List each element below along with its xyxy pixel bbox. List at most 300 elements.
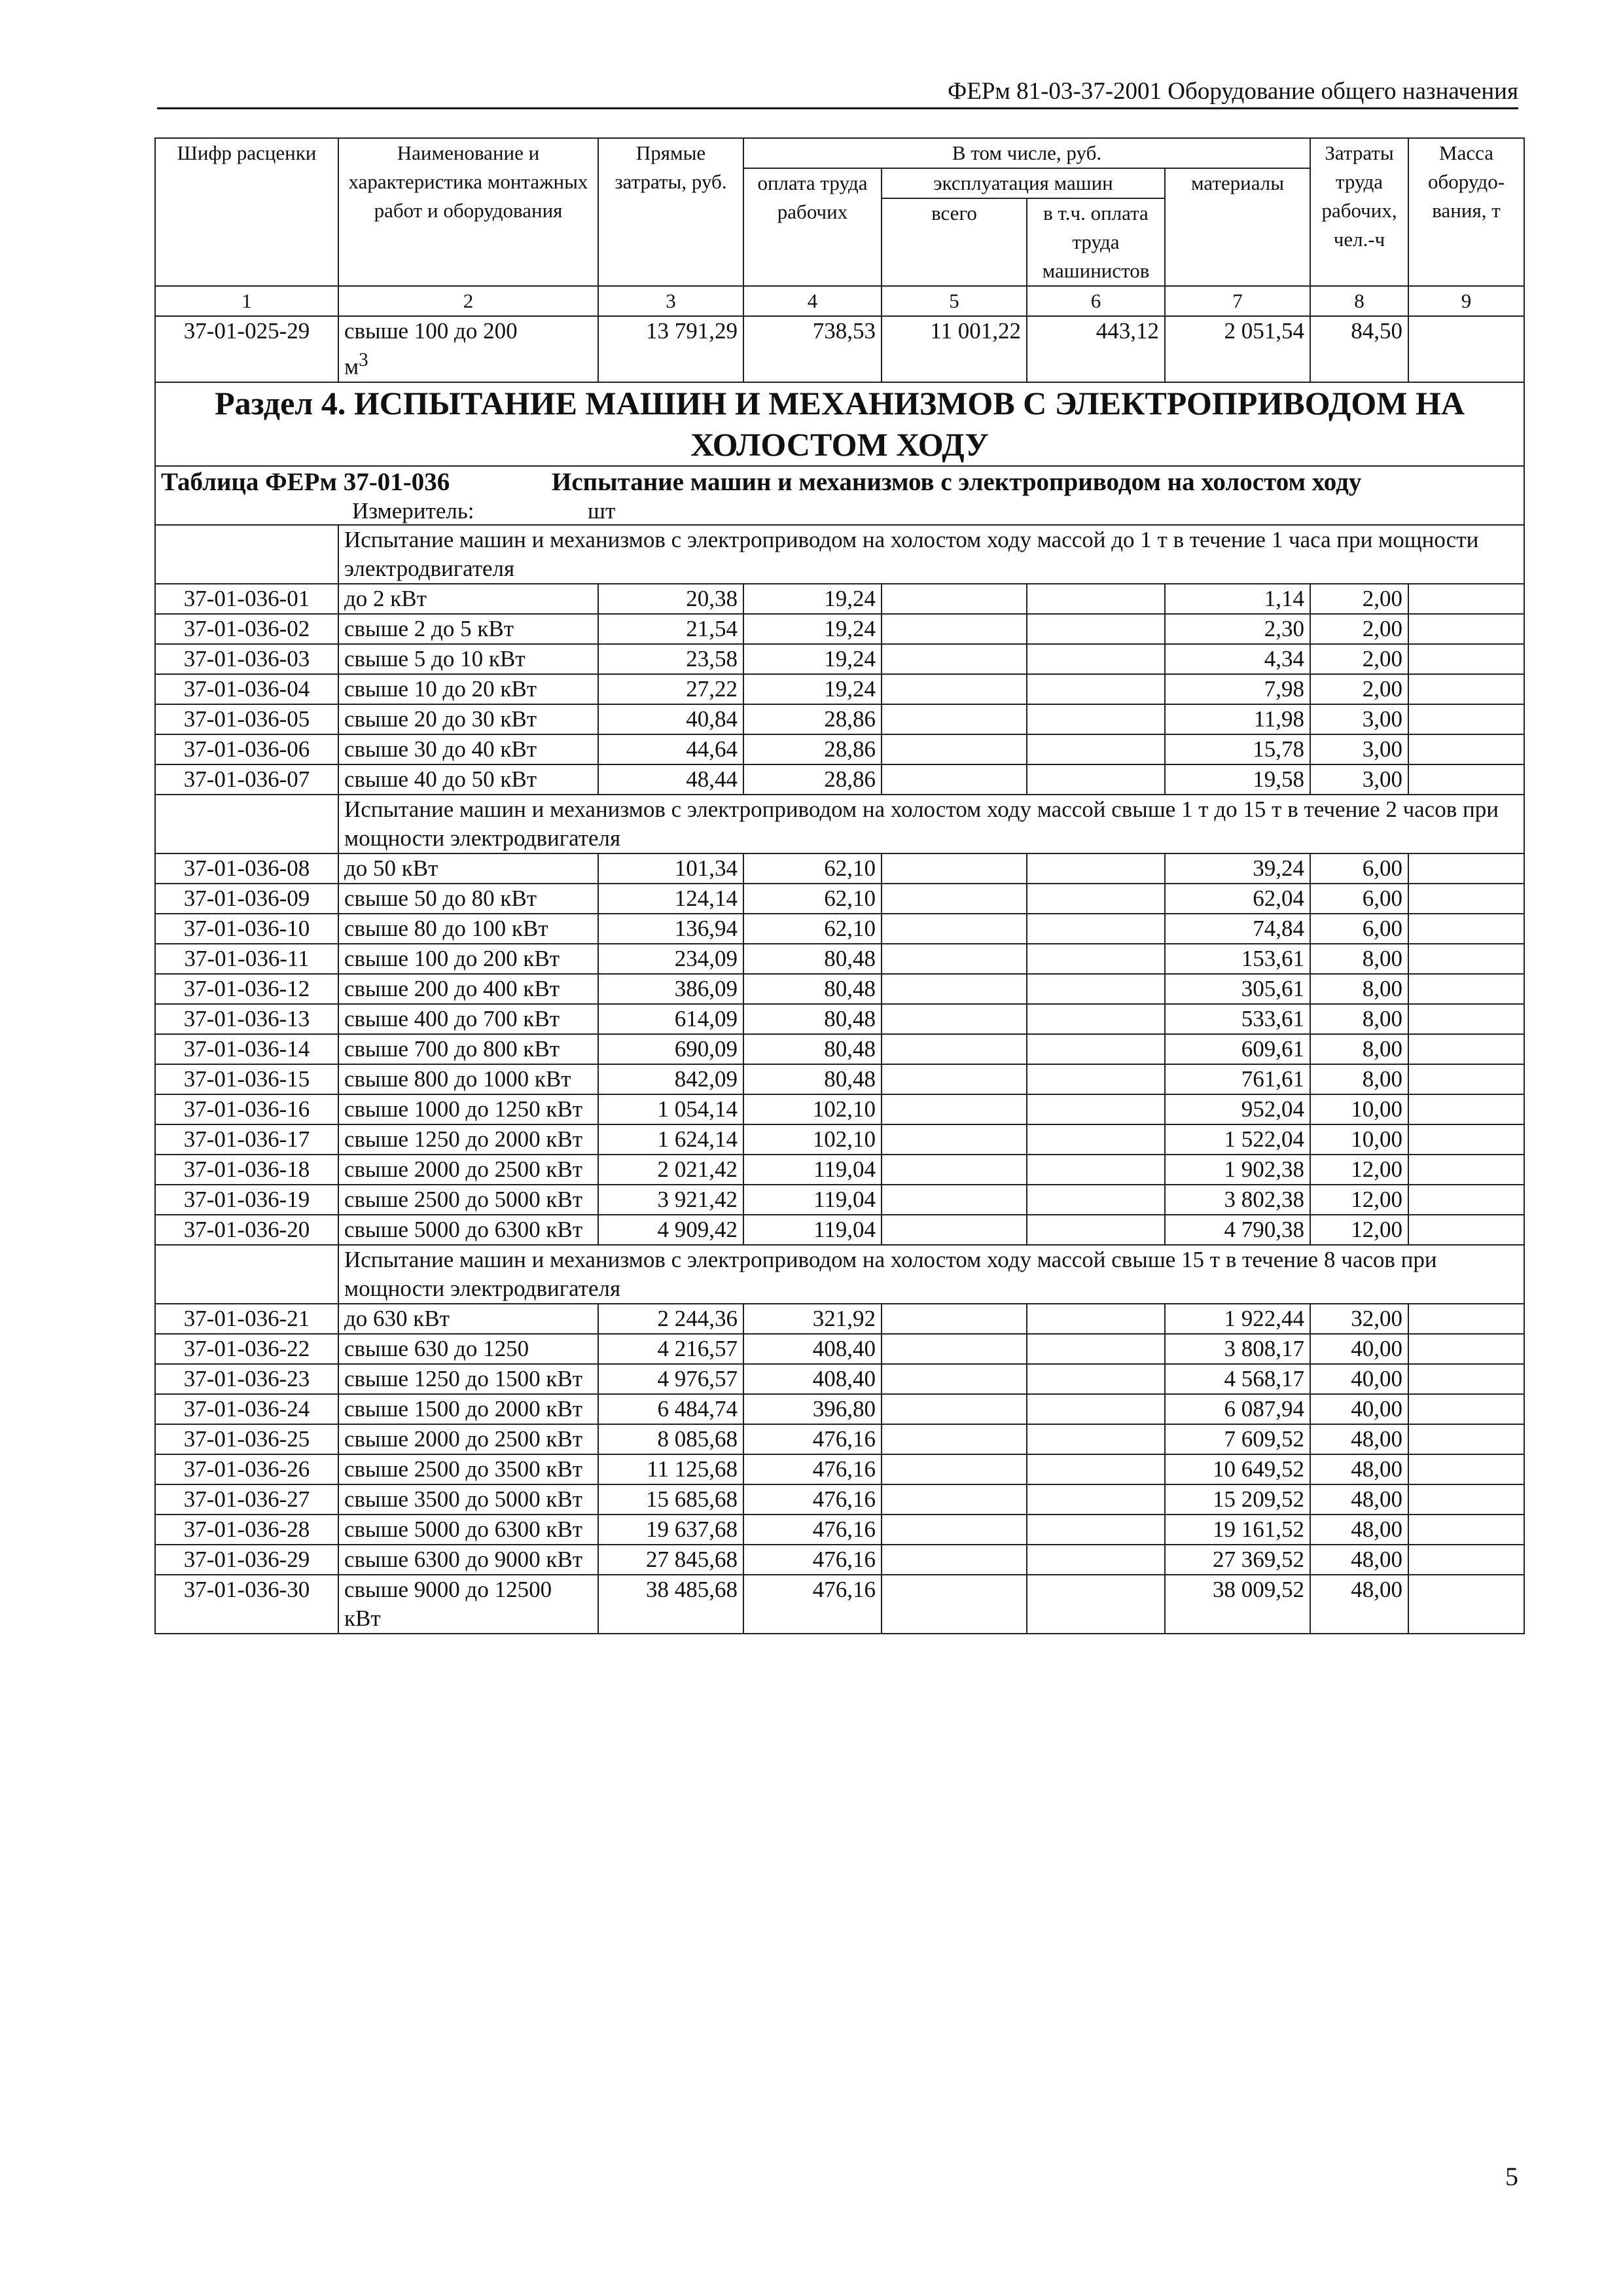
machinist-pay-cell <box>1027 1545 1165 1575</box>
table-row <box>155 1515 1524 1545</box>
materials-cell: 74,84 <box>1165 914 1310 944</box>
direct-costs-cell: 1 624,14 <box>598 1124 743 1155</box>
materials-cell: 533,61 <box>1165 1004 1310 1034</box>
labor-pay-cell: 28,86 <box>743 704 882 734</box>
machine-total-cell <box>882 614 1027 644</box>
equipment-mass-cell <box>1408 764 1524 795</box>
labor-pay-cell: 19,24 <box>743 614 882 644</box>
table-row <box>155 1124 1524 1155</box>
materials-cell: 19,58 <box>1165 764 1310 795</box>
table-row <box>155 1034 1524 1064</box>
materials-cell: 6 087,94 <box>1165 1394 1310 1424</box>
machinist-pay-cell <box>1027 584 1165 614</box>
labor-pay-cell: 476,16 <box>743 1545 882 1575</box>
direct-costs-cell: 19 637,68 <box>598 1515 743 1545</box>
labor-pay-cell: 476,16 <box>743 1424 882 1454</box>
work-name <box>338 316 598 382</box>
materials-cell: 62,04 <box>1165 884 1310 914</box>
materials-cell: 15 209,52 <box>1165 1484 1310 1515</box>
labor-hours-cell: 48,00 <box>1310 1545 1408 1575</box>
machinist-pay-cell <box>1027 704 1165 734</box>
equipment-mass-cell <box>1408 674 1524 704</box>
rate-code: 37-01-036-22 <box>155 1334 338 1364</box>
table-row <box>155 914 1524 944</box>
machinist-pay-cell <box>1027 1155 1165 1185</box>
machine-total-cell <box>882 884 1027 914</box>
labor-pay-cell: 80,48 <box>743 1004 882 1034</box>
machine-total-cell <box>882 853 1027 884</box>
table-row <box>155 1424 1524 1454</box>
labor-hours-cell: 8,00 <box>1310 1034 1408 1064</box>
machine-total-cell <box>882 1215 1027 1245</box>
machinist-pay-cell <box>1027 944 1165 974</box>
labor-hours-cell: 48,00 <box>1310 1454 1408 1484</box>
direct-costs-cell: 11 125,68 <box>598 1454 743 1484</box>
machine-total-cell <box>882 1124 1027 1155</box>
materials-cell: 19 161,52 <box>1165 1515 1310 1545</box>
machine-total-cell <box>882 944 1027 974</box>
work-name: свыше 2500 до 5000 кВт <box>338 1185 598 1215</box>
equipment-mass-cell <box>1408 1545 1524 1575</box>
table-row <box>155 944 1524 974</box>
table-row <box>155 974 1524 1004</box>
rate-code: 37-01-036-03 <box>155 644 338 674</box>
equipment-mass-cell <box>1408 614 1524 644</box>
labor-pay-cell: 119,04 <box>743 1155 882 1185</box>
labor-hours-cell: 12,00 <box>1310 1215 1408 1245</box>
table-row <box>155 884 1524 914</box>
unit-label: Измеритель: <box>352 497 474 524</box>
direct-costs-cell: 4 216,57 <box>598 1334 743 1364</box>
group-title: Испытание машин и механизмов с электроприводом на холостом ходу массой до 1 т в течение 1 часа при мощности электродвигателя <box>338 525 1524 584</box>
rate-code: 37-01-036-29 <box>155 1545 338 1575</box>
labor-hours-cell: 8,00 <box>1310 1004 1408 1034</box>
labor-hours-cell: 3,00 <box>1310 704 1408 734</box>
table-row <box>155 1454 1524 1484</box>
machinist-pay-cell <box>1027 1575 1165 1634</box>
header-machine-total: всего <box>882 198 1027 286</box>
direct-costs-cell: 38 485,68 <box>598 1575 743 1634</box>
machine-total-cell: 11 001,22 <box>882 316 1027 382</box>
labor-hours-cell: 2,00 <box>1310 584 1408 614</box>
rate-code: 37-01-036-02 <box>155 614 338 644</box>
labor-hours-cell: 48,00 <box>1310 1424 1408 1454</box>
labor-hours-cell: 2,00 <box>1310 674 1408 704</box>
materials-cell: 4,34 <box>1165 644 1310 674</box>
machine-total-cell <box>882 974 1027 1004</box>
labor-hours-cell: 84,50 <box>1310 316 1408 382</box>
labor-hours-cell: 8,00 <box>1310 944 1408 974</box>
direct-costs-cell: 4 976,57 <box>598 1364 743 1394</box>
labor-hours-cell: 3,00 <box>1310 764 1408 795</box>
direct-costs-cell: 40,84 <box>598 704 743 734</box>
header-materials: материалы <box>1165 168 1310 286</box>
labor-pay-cell: 476,16 <box>743 1575 882 1634</box>
equipment-mass-cell <box>1408 1424 1524 1454</box>
labor-pay-cell: 19,24 <box>743 674 882 704</box>
work-name: свыше 30 до 40 кВт <box>338 734 598 764</box>
rate-code: 37-01-036-23 <box>155 1364 338 1394</box>
materials-cell: 1 522,04 <box>1165 1124 1310 1155</box>
labor-hours-cell: 10,00 <box>1310 1094 1408 1124</box>
header-name: Наименование и характеристика монтажных работ и оборудования <box>338 138 598 286</box>
direct-costs-cell: 2 244,36 <box>598 1304 743 1334</box>
table-title-cell <box>155 466 1524 525</box>
machinist-pay-cell <box>1027 884 1165 914</box>
direct-costs-cell: 124,14 <box>598 884 743 914</box>
machine-total-cell <box>882 1004 1027 1034</box>
materials-cell: 2,30 <box>1165 614 1310 644</box>
table-title-row <box>155 466 1524 525</box>
table-row <box>155 614 1524 644</box>
group-title: Испытание машин и механизмов с электроприводом на холостом ходу массой свыше 1 т до 15 т в течение 2 часов при мощности электродвигателя <box>338 795 1524 853</box>
machinist-pay-cell <box>1027 1484 1165 1515</box>
rate-code: 37-01-036-25 <box>155 1424 338 1454</box>
rate-code: 37-01-036-14 <box>155 1034 338 1064</box>
materials-cell: 3 802,38 <box>1165 1185 1310 1215</box>
machine-total-cell <box>882 1334 1027 1364</box>
rate-code: 37-01-036-09 <box>155 884 338 914</box>
group-title-spacer <box>155 525 338 584</box>
materials-cell: 15,78 <box>1165 734 1310 764</box>
labor-hours-cell: 8,00 <box>1310 974 1408 1004</box>
work-name: свыше 5 до 10 кВт <box>338 644 598 674</box>
machine-total-cell <box>882 1454 1027 1484</box>
table-row <box>155 674 1524 704</box>
labor-pay-cell: 476,16 <box>743 1515 882 1545</box>
labor-hours-cell: 2,00 <box>1310 644 1408 674</box>
machinist-pay-cell: 443,12 <box>1027 316 1165 382</box>
machine-total-cell <box>882 674 1027 704</box>
table-row <box>155 1545 1524 1575</box>
machine-total-cell <box>882 1064 1027 1094</box>
machine-total-cell <box>882 764 1027 795</box>
equipment-mass-cell <box>1408 1484 1524 1515</box>
machine-total-cell <box>882 914 1027 944</box>
materials-cell: 1,14 <box>1165 584 1310 614</box>
direct-costs-cell: 386,09 <box>598 974 743 1004</box>
table-row <box>155 734 1524 764</box>
machinist-pay-cell <box>1027 1304 1165 1334</box>
labor-hours-cell: 2,00 <box>1310 614 1408 644</box>
machinist-pay-cell <box>1027 974 1165 1004</box>
rate-code: 37-01-036-08 <box>155 853 338 884</box>
direct-costs-cell: 8 085,68 <box>598 1424 743 1454</box>
work-name: свыше 400 до 700 кВт <box>338 1004 598 1034</box>
equipment-mass-cell <box>1408 1124 1524 1155</box>
labor-pay-cell: 119,04 <box>743 1215 882 1245</box>
table-row <box>155 1215 1524 1245</box>
table-row <box>155 1304 1524 1334</box>
header-rule <box>157 107 1518 109</box>
equipment-mass-cell <box>1408 974 1524 1004</box>
labor-pay-cell: 321,92 <box>743 1304 882 1334</box>
table-row <box>155 1155 1524 1185</box>
direct-costs-cell: 13 791,29 <box>598 316 743 382</box>
equipment-mass-cell <box>1408 1064 1524 1094</box>
rate-code: 37-01-036-20 <box>155 1215 338 1245</box>
table-row <box>155 316 1524 382</box>
machinist-pay-cell <box>1027 1004 1165 1034</box>
machinist-pay-cell <box>1027 1334 1165 1364</box>
direct-costs-cell: 3 921,42 <box>598 1185 743 1215</box>
equipment-mass-cell <box>1408 1185 1524 1215</box>
rate-code: 37-01-036-19 <box>155 1185 338 1215</box>
work-name: свыше 5000 до 6300 кВт <box>338 1515 598 1545</box>
direct-costs-cell: 15 685,68 <box>598 1484 743 1515</box>
column-number: 9 <box>1408 286 1524 316</box>
rate-code: 37-01-036-27 <box>155 1484 338 1515</box>
rate-code: 37-01-036-30 <box>155 1575 338 1634</box>
equipment-mass-cell <box>1408 704 1524 734</box>
work-name: свыше 630 до 1250 <box>338 1334 598 1364</box>
work-name-text: свыше 100 до 200 <box>344 318 518 344</box>
labor-hours-cell: 10,00 <box>1310 1124 1408 1155</box>
equipment-mass-cell <box>1408 1334 1524 1364</box>
table-row <box>155 1575 1524 1634</box>
rate-code: 37-01-036-07 <box>155 764 338 795</box>
equipment-mass-cell <box>1408 1094 1524 1124</box>
header-equipment-mass: Масса оборудо-вания, т <box>1408 138 1524 286</box>
work-name: свыше 1250 до 2000 кВт <box>338 1124 598 1155</box>
labor-pay-cell: 19,24 <box>743 644 882 674</box>
work-name: свыше 5000 до 6300 кВт <box>338 1215 598 1245</box>
work-name: свыше 20 до 30 кВт <box>338 704 598 734</box>
work-name: свыше 800 до 1000 кВт <box>338 1064 598 1094</box>
unit-text: м <box>344 353 359 380</box>
rate-code: 37-01-036-13 <box>155 1004 338 1034</box>
labor-hours-cell: 6,00 <box>1310 914 1408 944</box>
direct-costs-cell: 2 021,42 <box>598 1155 743 1185</box>
page-number: 5 <box>1505 2162 1518 2191</box>
table-row <box>155 1004 1524 1034</box>
machine-total-cell <box>882 584 1027 614</box>
labor-hours-cell: 6,00 <box>1310 853 1408 884</box>
rate-code: 37-01-036-28 <box>155 1515 338 1545</box>
machine-total-cell <box>882 1394 1027 1424</box>
equipment-mass-cell <box>1408 1454 1524 1484</box>
header-direct-costs: Прямые затраты, руб. <box>598 138 743 286</box>
unit-superscript: 3 <box>359 350 368 370</box>
machine-total-cell <box>882 1484 1027 1515</box>
table-row <box>155 644 1524 674</box>
rate-code: 37-01-036-05 <box>155 704 338 734</box>
machine-total-cell <box>882 1364 1027 1394</box>
work-name: свыше 1000 до 1250 кВт <box>338 1094 598 1124</box>
rate-code: 37-01-036-24 <box>155 1394 338 1424</box>
labor-hours-cell: 6,00 <box>1310 884 1408 914</box>
equipment-mass-cell <box>1408 884 1524 914</box>
labor-pay-cell: 80,48 <box>743 1064 882 1094</box>
unit-value: шт <box>588 497 616 524</box>
equipment-mass-cell <box>1408 1304 1524 1334</box>
machine-total-cell <box>882 1575 1027 1634</box>
machine-total-cell <box>882 1155 1027 1185</box>
header-machinist-pay: в т.ч. оплата труда машинистов <box>1027 198 1165 286</box>
work-name: до 50 кВт <box>338 853 598 884</box>
equipment-mass-cell <box>1408 316 1524 382</box>
group-title-row <box>155 1245 1524 1304</box>
rates-table <box>154 137 1525 1634</box>
direct-costs-cell: 690,09 <box>598 1034 743 1064</box>
rate-code: 37-01-025-29 <box>155 316 338 382</box>
column-number: 8 <box>1310 286 1408 316</box>
equipment-mass-cell <box>1408 914 1524 944</box>
group-title-row <box>155 795 1524 853</box>
labor-pay-cell: 80,48 <box>743 1034 882 1064</box>
rate-code: 37-01-036-17 <box>155 1124 338 1155</box>
column-number: 6 <box>1027 286 1165 316</box>
labor-pay-cell: 19,24 <box>743 584 882 614</box>
machine-total-cell <box>882 1515 1027 1545</box>
work-name: до 630 кВт <box>338 1304 598 1334</box>
rate-code: 37-01-036-10 <box>155 914 338 944</box>
section-title-row <box>155 382 1524 466</box>
equipment-mass-cell <box>1408 1155 1524 1185</box>
machinist-pay-cell <box>1027 914 1165 944</box>
rate-code: 37-01-036-18 <box>155 1155 338 1185</box>
labor-pay-cell: 476,16 <box>743 1484 882 1515</box>
direct-costs-cell: 27,22 <box>598 674 743 704</box>
materials-cell: 609,61 <box>1165 1034 1310 1064</box>
labor-hours-cell: 3,00 <box>1310 734 1408 764</box>
work-name: до 2 кВт <box>338 584 598 614</box>
materials-cell: 10 649,52 <box>1165 1454 1310 1484</box>
labor-pay-cell: 62,10 <box>743 914 882 944</box>
equipment-mass-cell <box>1408 1215 1524 1245</box>
machinist-pay-cell <box>1027 764 1165 795</box>
table-row <box>155 1334 1524 1364</box>
equipment-mass-cell <box>1408 644 1524 674</box>
direct-costs-cell: 614,09 <box>598 1004 743 1034</box>
materials-cell: 11,98 <box>1165 704 1310 734</box>
direct-costs-cell: 48,44 <box>598 764 743 795</box>
direct-costs-cell: 21,54 <box>598 614 743 644</box>
work-name: свыше 2 до 5 кВт <box>338 614 598 644</box>
table-row <box>155 1094 1524 1124</box>
header-including: В том числе, руб. <box>743 138 1310 168</box>
header-labor-pay: оплата труда рабочих <box>743 168 882 286</box>
labor-pay-cell: 62,10 <box>743 884 882 914</box>
materials-cell: 4 568,17 <box>1165 1364 1310 1394</box>
work-name: свыше 3500 до 5000 кВт <box>338 1484 598 1515</box>
equipment-mass-cell <box>1408 1364 1524 1394</box>
work-name: свыше 40 до 50 кВт <box>338 764 598 795</box>
labor-pay-cell: 738,53 <box>743 316 882 382</box>
rate-code: 37-01-036-12 <box>155 974 338 1004</box>
group-title-spacer <box>155 1245 338 1304</box>
table-code: Таблица ФЕРм 37-01-036 <box>161 467 450 496</box>
rate-code: 37-01-036-11 <box>155 944 338 974</box>
machine-total-cell <box>882 1094 1027 1124</box>
group-title-spacer <box>155 795 338 853</box>
direct-costs-cell: 1 054,14 <box>598 1094 743 1124</box>
materials-cell: 2 051,54 <box>1165 316 1310 382</box>
rate-code: 37-01-036-04 <box>155 674 338 704</box>
labor-hours-cell: 48,00 <box>1310 1515 1408 1545</box>
work-name: свыше 6300 до 9000 кВт <box>338 1545 598 1575</box>
materials-cell: 7 609,52 <box>1165 1424 1310 1454</box>
column-number: 2 <box>338 286 598 316</box>
table-row <box>155 1364 1524 1394</box>
materials-cell: 7,98 <box>1165 674 1310 704</box>
equipment-mass-cell <box>1408 1394 1524 1424</box>
labor-pay-cell: 102,10 <box>743 1094 882 1124</box>
work-name: свыше 50 до 80 кВт <box>338 884 598 914</box>
header-machine-operation: эксплуатация машин <box>882 168 1165 198</box>
machine-total-cell <box>882 644 1027 674</box>
machinist-pay-cell <box>1027 1515 1165 1545</box>
labor-hours-cell: 40,00 <box>1310 1334 1408 1364</box>
machine-total-cell <box>882 704 1027 734</box>
machinist-pay-cell <box>1027 853 1165 884</box>
table-row <box>155 584 1524 614</box>
section-title: Раздел 4. ИСПЫТАНИЕ МАШИН И МЕХАНИЗМОВ С ЭЛЕКТРОПРИВОДОМ НА ХОЛОСТОМ ХОДУ <box>155 382 1524 466</box>
machinist-pay-cell <box>1027 644 1165 674</box>
equipment-mass-cell <box>1408 584 1524 614</box>
machinist-pay-cell <box>1027 674 1165 704</box>
machine-total-cell <box>882 1304 1027 1334</box>
machinist-pay-cell <box>1027 734 1165 764</box>
rate-code: 37-01-036-26 <box>155 1454 338 1484</box>
labor-pay-cell: 396,80 <box>743 1394 882 1424</box>
equipment-mass-cell <box>1408 734 1524 764</box>
labor-pay-cell: 408,40 <box>743 1334 882 1364</box>
column-number: 1 <box>155 286 338 316</box>
table-row <box>155 853 1524 884</box>
running-header: ФЕРм 81-03-37-2001 Оборудование общего назначения <box>948 78 1518 105</box>
labor-pay-cell: 80,48 <box>743 974 882 1004</box>
machinist-pay-cell <box>1027 1094 1165 1124</box>
machine-total-cell <box>882 1545 1027 1575</box>
labor-hours-cell: 48,00 <box>1310 1484 1408 1515</box>
labor-hours-cell: 32,00 <box>1310 1304 1408 1334</box>
direct-costs-cell: 234,09 <box>598 944 743 974</box>
labor-pay-cell: 119,04 <box>743 1185 882 1215</box>
labor-pay-cell: 476,16 <box>743 1454 882 1484</box>
direct-costs-cell: 6 484,74 <box>598 1394 743 1424</box>
machinist-pay-cell <box>1027 1064 1165 1094</box>
machinist-pay-cell <box>1027 1424 1165 1454</box>
labor-hours-cell: 40,00 <box>1310 1394 1408 1424</box>
work-name: свыше 2000 до 2500 кВт <box>338 1424 598 1454</box>
column-number-row <box>155 286 1524 316</box>
labor-hours-cell: 48,00 <box>1310 1575 1408 1634</box>
machinist-pay-cell <box>1027 1454 1165 1484</box>
group-title: Испытание машин и механизмов с электроприводом на холостом ходу массой свыше 15 т в течение 8 часов при мощности электродвигателя <box>338 1245 1524 1304</box>
materials-cell: 305,61 <box>1165 974 1310 1004</box>
machinist-pay-cell <box>1027 614 1165 644</box>
rate-code: 37-01-036-21 <box>155 1304 338 1334</box>
rate-code: 37-01-036-06 <box>155 734 338 764</box>
machinist-pay-cell <box>1027 1394 1165 1424</box>
column-number: 4 <box>743 286 882 316</box>
machinist-pay-cell <box>1027 1124 1165 1155</box>
materials-cell: 1 902,38 <box>1165 1155 1310 1185</box>
work-name: свыше 100 до 200 кВт <box>338 944 598 974</box>
column-number: 3 <box>598 286 743 316</box>
machinist-pay-cell <box>1027 1034 1165 1064</box>
column-number: 5 <box>882 286 1027 316</box>
direct-costs-cell: 842,09 <box>598 1064 743 1094</box>
group-title-row <box>155 525 1524 584</box>
machine-total-cell <box>882 1424 1027 1454</box>
table-row <box>155 1484 1524 1515</box>
work-name: свыше 9000 до 12500 кВт <box>338 1575 598 1634</box>
materials-cell: 761,61 <box>1165 1064 1310 1094</box>
table-header-row-1 <box>155 138 1524 168</box>
table-row <box>155 704 1524 734</box>
